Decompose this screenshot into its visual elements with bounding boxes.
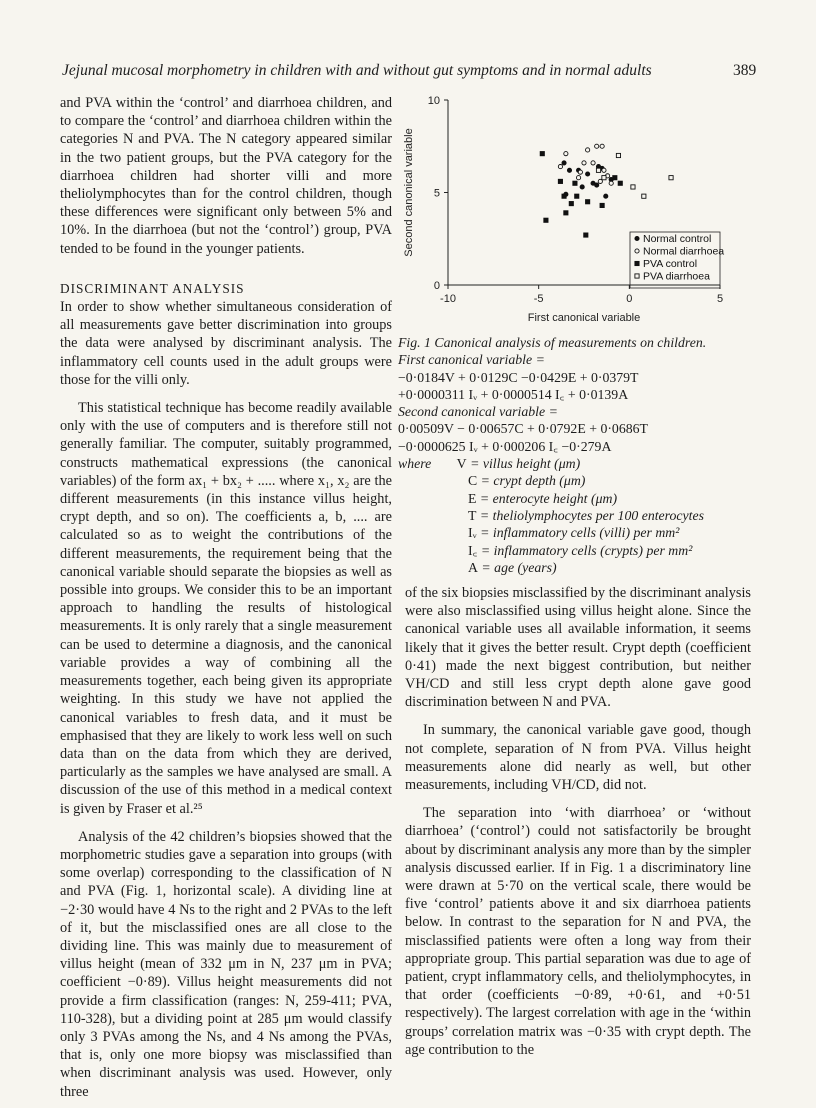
data-point (569, 202, 573, 206)
y-axis-label: Second canonical variable (403, 128, 415, 257)
running-title: Jejunal mucosal morphometry in children with and without gut symptoms and in normal adults (62, 62, 652, 79)
second-equation-line-1: 0·00509V − 0·00657C + 0·0792E + 0·0686T (398, 421, 648, 437)
y-tick-label: 5 (433, 187, 440, 200)
page-number: 389 (733, 62, 757, 79)
data-point (544, 218, 548, 222)
caption-second-label: Second canonical variable = (398, 404, 558, 420)
legend-label: PVA control (643, 258, 698, 270)
data-point (576, 176, 580, 180)
paragraph: In order to show whether simultaneous consideration of all measurements gave better discrimination into groups the data were analysed by discriminant analysis. The inflammatory cell counts used in the adult groups were those for the villi only. (60, 299, 392, 388)
data-point (595, 144, 599, 148)
legend-marker (635, 236, 639, 240)
data-point (562, 161, 566, 165)
data-point (582, 161, 586, 165)
definition-text: = crypt depth (μm) (477, 473, 586, 489)
definition-text: = age (years) (477, 559, 557, 575)
legend-marker (635, 249, 639, 253)
variable-definition (398, 490, 748, 507)
figure-1 (398, 90, 758, 330)
definition-symbol: I꜀ (468, 542, 478, 558)
x-tick-label: -10 (440, 293, 456, 305)
scatter-chart (398, 90, 758, 330)
variable-definition (398, 524, 748, 541)
data-point (600, 203, 604, 207)
data-point (578, 170, 582, 174)
definition-symbol: A (468, 559, 478, 575)
data-point (580, 185, 584, 189)
x-tick-label: 5 (716, 293, 724, 305)
variable-definition (398, 559, 748, 576)
variable-definition (398, 472, 748, 489)
y-tick-label: 10 (427, 95, 440, 107)
data-point (584, 233, 588, 237)
x-tick-label: 0 (626, 293, 633, 305)
caption-title: Fig. 1 Canonical analysis of measurements on children. (398, 335, 707, 350)
definition-symbol: E (468, 490, 477, 506)
x-tick-label: -5 (533, 293, 544, 305)
data-point (600, 144, 604, 148)
data-point (564, 152, 568, 156)
data-point (573, 181, 577, 185)
data-point (540, 152, 544, 156)
data-point (567, 168, 571, 172)
definition-text: = enterocyte height (μm) (476, 490, 618, 506)
definition-symbol: C (468, 473, 478, 489)
paragraph: and PVA within the ‘control’ and diarrhoea children, and to compare the ‘control’ and diarrhoea children within the categories N and PVA. The N category appeared similar in the two patient groups, but the PVA category for the diarrhoea children had shorter villi and more theliolymphocytes than for the control children, though these differences were significant only between 5% and 10%. In the diarrhoea (but not the ‘control’) group, PVA tended to be found in the younger patients. (60, 95, 392, 257)
caption-first-label: First canonical variable = (398, 352, 545, 368)
definition-text: = theliolymphocytes per 100 enterocytes (476, 507, 704, 523)
data-point (616, 153, 620, 157)
data-point (609, 181, 613, 185)
data-point (586, 148, 590, 152)
data-point (595, 183, 599, 187)
first-equation-line-1: −0·0184V + 0·0129C −0·0429E + 0·0379T (398, 369, 639, 385)
legend-marker (635, 274, 639, 278)
definition-symbol: V (456, 456, 467, 472)
variable-definition (398, 455, 748, 472)
definition-text: = inflammatory cells (villi) per mm² (476, 525, 680, 541)
variable-definitions (398, 455, 748, 576)
data-point (562, 194, 566, 198)
second-equation-line-2: −0·0000625 Iᵥ + 0·000206 I꜀ −0·279A (398, 438, 612, 454)
y-tick-label: 0 (433, 280, 440, 292)
x-axis-label: First canonical variable (527, 312, 641, 324)
data-point (618, 181, 622, 185)
data-point (586, 172, 590, 176)
data-point (564, 211, 568, 215)
paragraph: This statistical technique has become readily available only with the use of computers and is therefore still not generally familiar. The computer, suitably programmed, constructs mathematical expressions (the canonical variables) of the form ax₁ + bx₂ + ..... where x₁, x₂ are the different measurements (in this instance villus height, crypt depth, and so on). The coefficients a, b, .... are calculated so as to weight the contributions of the different measurements, the requirement being that the canonical variable should separate the biopsies as well as possible into groups. We consider this to be an important approach to handling the results of histological measurements. It is only rarely that a single measurement can be used to determine a diagnosis, and the canonical variable provides a way of combining all the measurements together, each being given its appropriate weighting. In this study we have not applied the canonical variables to fresh data, and it must be emphasised that they are likely to work less well on such data than on the data from which they are derived, particularly as the samples we have analysed are small. A discussion of the use of this method in a medical context is given by Fraser et al.²⁵ (60, 400, 392, 817)
legend-label: Normal diarrhoea (643, 245, 725, 258)
data-point (591, 161, 595, 165)
legend-label: PVA diarrhoea (643, 270, 710, 283)
definition-lead: where (398, 456, 435, 472)
paragraph: The separation into ‘with diarrhoea’ or ‘without diarrhoea’ (‘control’) could not satisfactorily be brought about by discriminant analysis any more than by the simpler analysis discussed earlier. If in Fig. 1 a discriminatory line were drawn at 5·70 on the vertical scale, there would be five ‘control’ patients above it and six diarrhoea patients below. In contrast to the separation for N and PVA, the misclassified patients were often a long way from their appropriate group. This partial separation was due to age of patient, crypt inflammatory cells, and theliolymphocytes, in that order (coefficients −0·89, +0·61, and +0·51 respectively). The largest correlation with age in the ‘within groups’ correlation matrix was −0·35 with crypt depth. The age contribution to the (405, 805, 751, 1058)
data-point (602, 176, 606, 180)
variable-definition (398, 507, 748, 524)
data-point (669, 176, 673, 180)
definition-text: = villus height (μm) (466, 456, 581, 472)
data-point (604, 194, 608, 198)
right-column (405, 584, 751, 1059)
paragraph: In summary, the canonical variable gave good, though not complete, separation of N from PVA. Villus height measurements alone did nearly as well, but other measurements, including VH/CD, did not. (405, 722, 751, 794)
left-column (60, 94, 392, 1101)
data-point (586, 200, 590, 204)
data-point (613, 176, 617, 180)
variable-definition (398, 542, 748, 559)
data-point (631, 185, 635, 189)
data-point (575, 194, 579, 198)
section-heading: DISCRIMINANT ANALYSIS (60, 280, 245, 296)
first-equation-line-2: +0·0000311 Iᵥ + 0·0000514 I꜀ + 0·0139A (398, 386, 629, 402)
legend-marker (635, 261, 639, 265)
paragraph: of the six biopsies misclassified by the discriminant analysis were also misclassified using villus height alone. Since the canonical variable uses all available information, it seems likely that it gives the better result. Crypt depth (coefficient 0·41) made the next biggest contribution, but neither VH/CD and still less crypt depth alone gave good discrimination between N and PVA. (405, 585, 751, 711)
data-point (596, 168, 600, 172)
definition-symbol: T (468, 507, 477, 523)
figure-caption (398, 334, 748, 576)
data-point (558, 179, 562, 183)
paragraph: Analysis of the 42 children’s biopsies showed that the morphometric studies gave a separation into groups (with some overlap) corresponding to the classification of N and PVA (Fig. 1, horizontal scale). A dividing line at −2·30 would have 4 Ns to the right and 2 PVAs to the left of it, but the misclassified ones are all close to the dividing line. This was mainly due to measurement of villus height (mean of 332 μm in N, 237 μm in PVA; coefficient −0·89). Villus height measurements did not provide a firm classification (ranges: N, 259-411; PVA, 110-328), but a dividing point at 285 μm would classify only 3 PVAs among the Ns, and 4 Ns among the PVAs, that is, only one more biopsy was misclassified than when discriminant analysis was used. However, only three (60, 828, 392, 1100)
data-point (642, 194, 646, 198)
data-point (558, 165, 562, 169)
legend-label: Normal control (643, 233, 712, 245)
definition-symbol: Iᵥ (468, 525, 477, 541)
data-point (602, 168, 606, 172)
definition-text: = inflammatory cells (crypts) per mm² (477, 542, 693, 558)
